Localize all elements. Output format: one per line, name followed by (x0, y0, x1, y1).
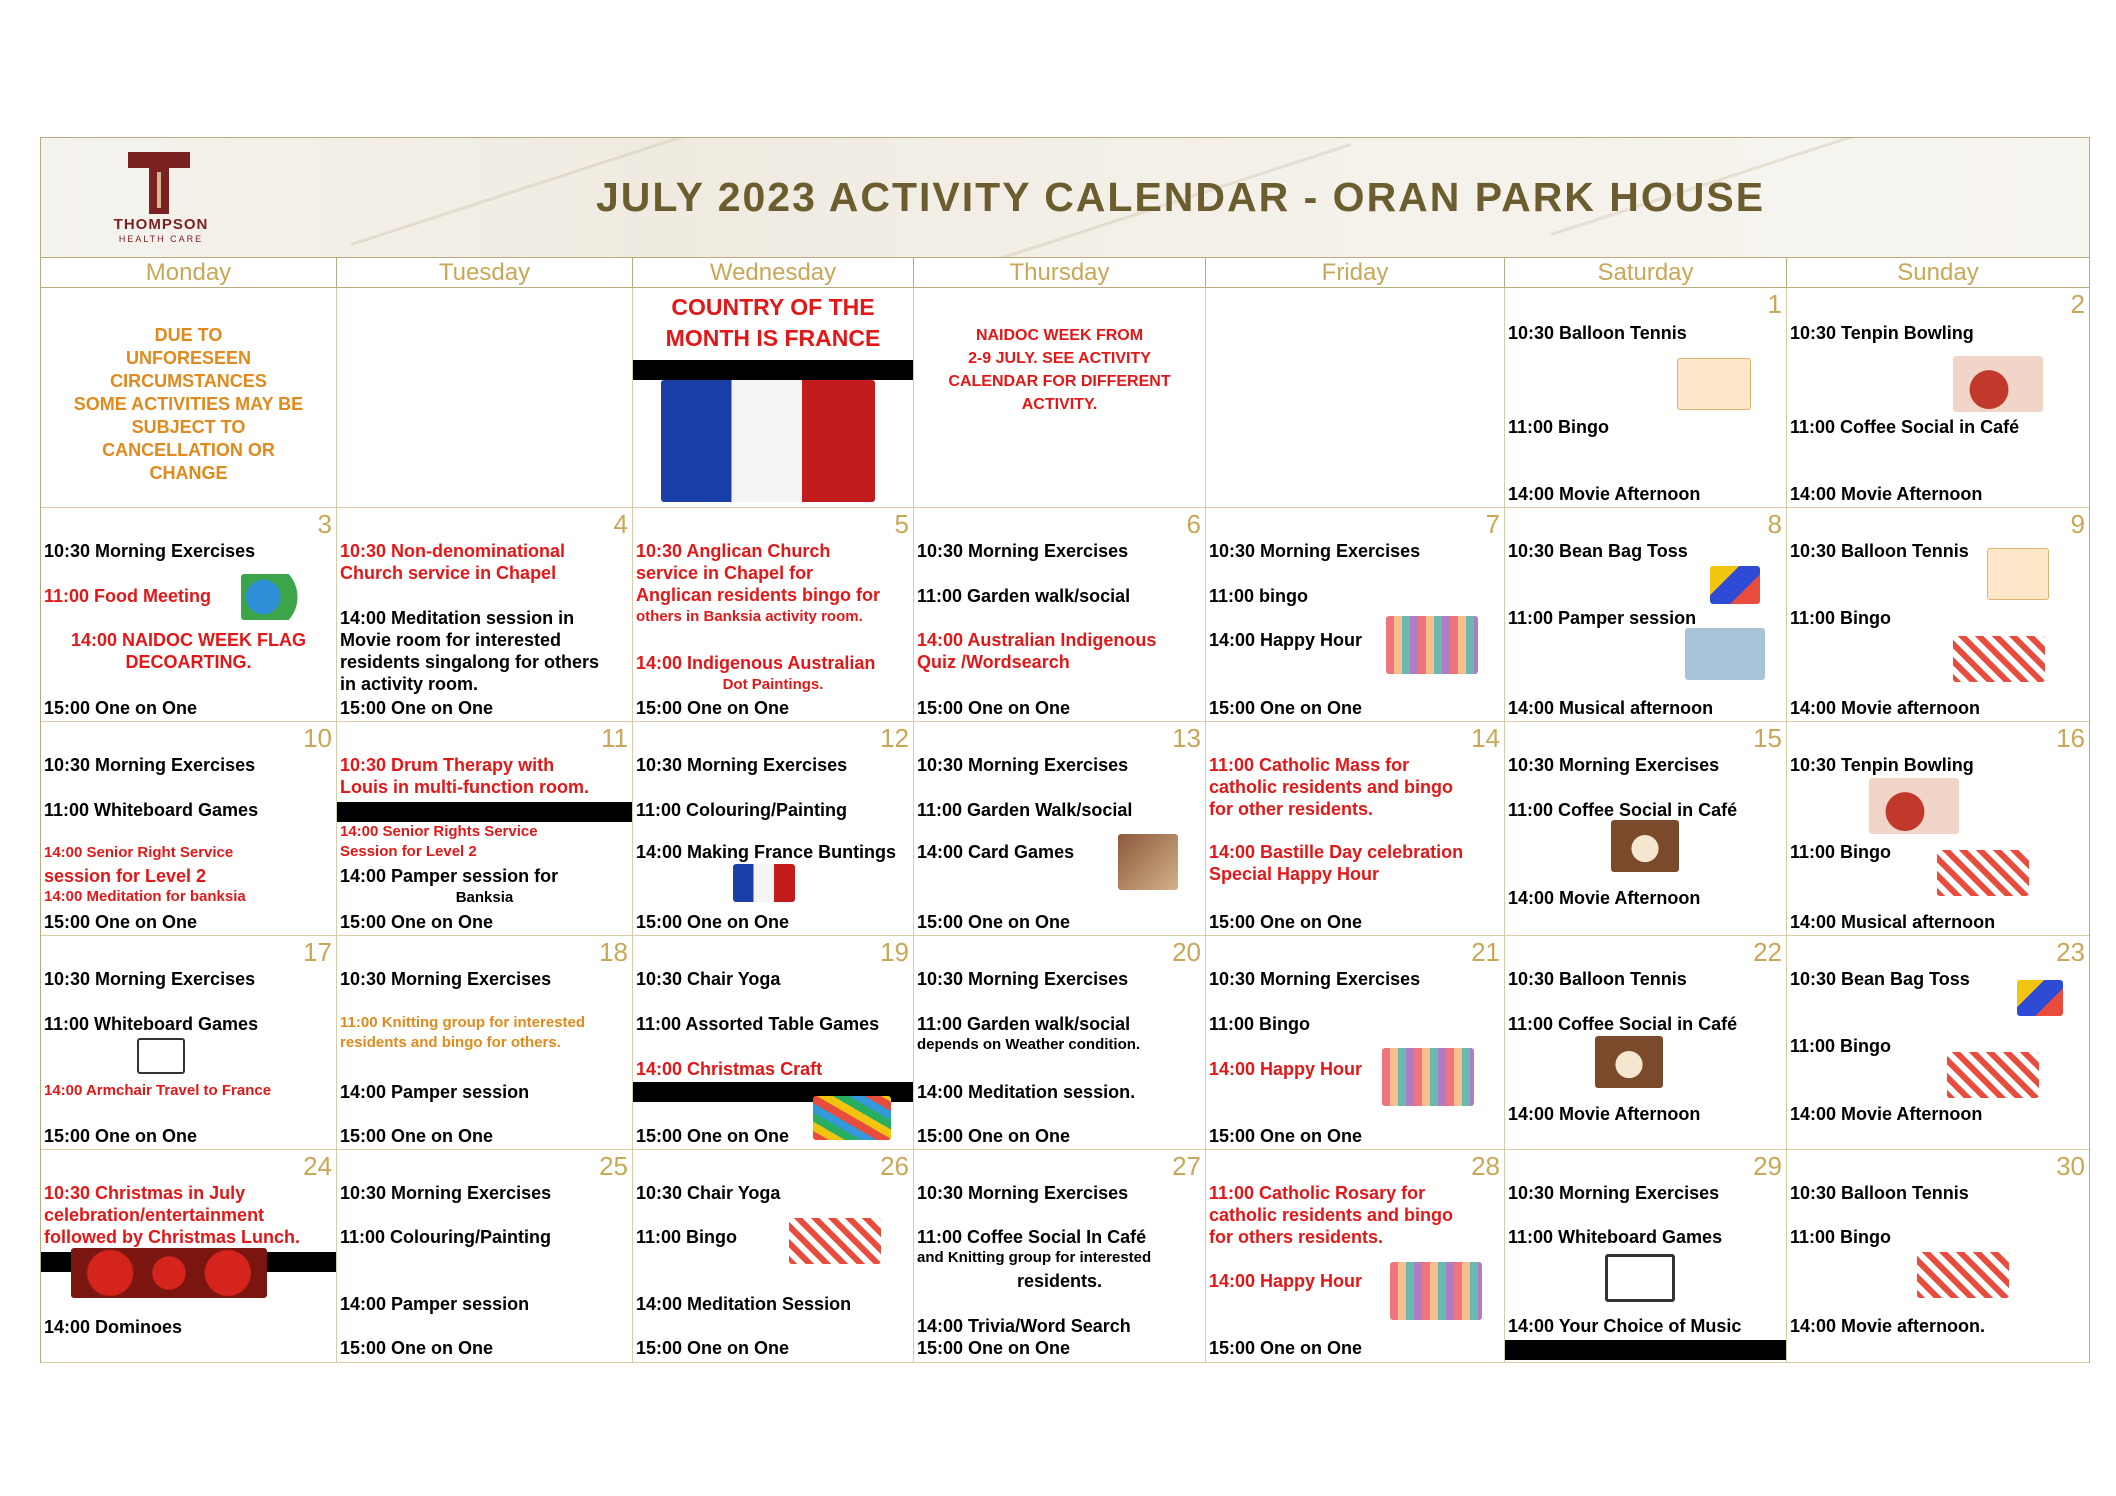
event: 10:30 Morning Exercises (44, 969, 256, 989)
day-cell-22 (1505, 936, 1787, 1150)
day-cell-23 (1787, 936, 2089, 1150)
event: 15:00 One on One (636, 912, 790, 932)
event: 15:00 One on One (917, 698, 1071, 718)
event: 10:30 Morning Exercises (1508, 755, 1720, 775)
event: 10:30 Balloon Tennis (1508, 969, 1687, 989)
empty-cell (1206, 288, 1505, 508)
event: 11:00 Assorted Table Games (636, 1014, 880, 1034)
event: 15:00 One on One (917, 1338, 1071, 1358)
event: 14:00 Your Choice of Music (1508, 1316, 1742, 1336)
event: 10:30 Non-denominational Church service in Chapel (340, 541, 566, 583)
weekday-sunday: Sunday (1787, 257, 2089, 288)
country-of-month-note: COUNTRY OF THE MONTH IS FRANCE (665, 294, 881, 351)
happy-hour-image (1386, 616, 1478, 674)
day-number: 21 (1471, 937, 1500, 967)
weekday-thursday: Thursday (914, 257, 1206, 288)
day-cell-17 (41, 936, 337, 1150)
coffee-image (1595, 1036, 1663, 1088)
balloon-tennis-image (1987, 548, 2049, 600)
day-cell-10 (41, 722, 337, 936)
bowling-image (1953, 356, 2043, 412)
event: 11:00 Catholic Mass for catholic residents and bingo for other residents. (1209, 755, 1454, 819)
bingo-card-image (789, 1218, 881, 1264)
event: 14:00 Armchair Travel to France (44, 1082, 272, 1099)
bean-bag-image (2017, 980, 2063, 1016)
day-cell-4 (337, 508, 633, 722)
event: 10:30 Chair Yoga (636, 1183, 781, 1203)
event: 15:00 One on One (636, 1126, 790, 1146)
event: others in Banksia activity room. (636, 608, 863, 625)
event: 15:00 One on One (340, 1338, 494, 1358)
event: 14:00 Meditation session in Movie room for interested residents singalong for others in activity room. (340, 608, 600, 694)
day-cell-3 (41, 508, 337, 722)
event: 10:30 Morning Exercises (917, 1183, 1129, 1203)
event: 11:00 Coffee Social in Café (1508, 1014, 1738, 1034)
day-cell-7 (1206, 508, 1505, 722)
event: 10:30 Morning Exercises (340, 969, 552, 989)
day-number: 3 (317, 509, 332, 539)
event: 14:00 Movie Afternoon (1790, 484, 1983, 504)
event: depends on Weather condition. (917, 1036, 1141, 1053)
weekday-friday: Friday (1206, 257, 1505, 288)
event: Banksia (455, 889, 514, 906)
event: 15:00 One on One (44, 698, 198, 718)
event: 10:30 Drum Therapy with Louis in multi-function room. (340, 755, 589, 797)
event: 14:00 Bastille Day celebration Special Happy Hour (1209, 842, 1464, 884)
event: 10:30 Morning Exercises (1508, 1183, 1720, 1203)
page-title: JULY 2023 ACTIVITY CALENDAR - ORAN PARK HOUSE (596, 174, 1766, 220)
event: 10:30 Morning Exercises (44, 755, 256, 775)
event: 11:00 Bingo (1508, 417, 1610, 437)
event: 15:00 One on One (1209, 912, 1363, 932)
day-cell-9 (1787, 508, 2089, 722)
day-cell-5 (633, 508, 914, 722)
day-cell-20 (914, 936, 1206, 1150)
day-number: 10 (303, 723, 332, 753)
event: 11:00 Whiteboard Games (44, 1014, 259, 1034)
your-voice-matters-image (241, 574, 315, 620)
day-number: 5 (894, 509, 909, 539)
event: 14:00 Senior Rights Service Session for Level 2 (340, 823, 538, 860)
bingo-card-image (1953, 636, 2045, 682)
event: 10:30 Balloon Tennis (1508, 323, 1687, 343)
event: 14:00 Meditation session. (917, 1082, 1136, 1102)
event: 11:00 Bingo (1790, 608, 1892, 628)
empty-cell (337, 288, 633, 508)
event: 10:30 Bean Bag Toss (1790, 969, 1970, 989)
event: 14:00 Movie Afternoon (1508, 1104, 1701, 1124)
day-number: 6 (1186, 509, 1201, 539)
event: 14:00 Meditation Session (636, 1294, 852, 1314)
weekday-tuesday: Tuesday (337, 257, 633, 288)
event: 10:30 Morning Exercises (917, 755, 1129, 775)
day-cell-14 (1206, 722, 1505, 936)
bowling-image (1869, 778, 1959, 834)
day-cell-30 (1787, 1150, 2089, 1363)
event: and Knitting group for interested (917, 1249, 1152, 1266)
event: 11:00 Coffee Social in Café (1508, 800, 1738, 820)
bean-bag-image (1710, 566, 1760, 604)
day-number: 9 (2070, 509, 2085, 539)
weekday-saturday: Saturday (1505, 257, 1787, 288)
event: 11:00 Coffee Social in Café (1790, 417, 2020, 437)
event: 11:00 Bingo (1790, 842, 1892, 862)
event: 14:00 Movie afternoon. (1790, 1316, 1986, 1336)
day-cell-19 (633, 936, 914, 1150)
day-number: 14 (1471, 723, 1500, 753)
day-number: 4 (613, 509, 628, 539)
black-bar (633, 360, 913, 380)
event: 10:30 Chair Yoga (636, 969, 781, 989)
event: 14:00 Movie Afternoon (1508, 888, 1701, 908)
event: 14:00 Happy Hour (1209, 1271, 1363, 1291)
event: 15:00 One on One (340, 912, 494, 932)
event: 11:00 Bingo (1209, 1014, 1311, 1034)
day-cell-18 (337, 936, 633, 1150)
day-cell-1 (1505, 288, 1787, 508)
day-number: 7 (1485, 509, 1500, 539)
day-number: 2 (2070, 289, 2085, 319)
event: 14:00 Indigenous Australian (636, 653, 876, 673)
event: 14:00 Dominoes (44, 1317, 183, 1337)
event: 14:00 Christmas Craft (636, 1059, 823, 1079)
event: 14:00 Happy Hour (1209, 1059, 1363, 1079)
france-flag-image (733, 864, 795, 902)
event: 10:30 Christmas in July celebration/entertainment followed by Christmas Lunch. (44, 1183, 301, 1247)
event: 11:00 Bingo (636, 1227, 738, 1247)
event: 10:30 Tenpin Bowling (1790, 323, 1974, 343)
thompson-logo: THOMPSON HEALTH CARE (101, 152, 231, 250)
event: 14:00 Happy Hour (1209, 630, 1363, 650)
event: 14:00 Musical afternoon (1508, 698, 1714, 718)
day-number: 24 (303, 1151, 332, 1181)
event: 15:00 One on One (636, 1338, 790, 1358)
event: 15:00 One on One (917, 912, 1071, 932)
event: 10:30 Morning Exercises (917, 969, 1129, 989)
whiteboard-image (1605, 1254, 1675, 1302)
day-number: 18 (599, 937, 628, 967)
day-number: 25 (599, 1151, 628, 1181)
france-flag-image (661, 380, 875, 502)
day-cell-8 (1505, 508, 1787, 722)
day-number: 11 (601, 723, 628, 753)
pamper-image (1685, 628, 1765, 680)
event: 11:00 Garden Walk/social (917, 800, 1133, 820)
day-number: 19 (880, 937, 909, 967)
event: 15:00 One on One (1209, 1126, 1363, 1146)
event: 14:00 Making France Buntings (636, 842, 897, 862)
event: 10:30 Morning Exercises (1209, 969, 1421, 989)
weekday-monday: Monday (41, 257, 337, 288)
day-number: 1 (1767, 289, 1782, 319)
day-number: 23 (2056, 937, 2085, 967)
event: 15:00 One on One (44, 912, 198, 932)
happy-hour-image (1382, 1048, 1474, 1106)
happy-hour-image (1390, 1262, 1482, 1320)
coffee-image (1611, 820, 1679, 872)
day-number: 28 (1471, 1151, 1500, 1181)
day-number: 17 (303, 937, 332, 967)
day-cell-21 (1206, 936, 1505, 1150)
event: 10:30 Morning Exercises (1209, 541, 1421, 561)
event: residents. (1016, 1271, 1103, 1291)
event: 15:00 One on One (44, 1126, 198, 1146)
event: 15:00 One on One (340, 1126, 494, 1146)
day-cell-28 (1206, 1150, 1505, 1363)
event: 14:00 Senior Right Service (44, 844, 234, 861)
event: 11:00 Coffee Social In Café (917, 1227, 1147, 1247)
event: 14:00 Trivia/Word Search (917, 1316, 1131, 1336)
event: 11:00 Knitting group for interested residents and bingo for others. (340, 1014, 586, 1051)
day-cell-26 (633, 1150, 914, 1363)
day-cell-29 (1505, 1150, 1787, 1363)
playing-cards-image (1118, 834, 1178, 890)
notice-cell (41, 288, 337, 508)
event: 11:00 Bingo (1790, 1036, 1892, 1056)
event: 14:00 Movie Afternoon (1508, 484, 1701, 504)
day-cell-11 (337, 722, 633, 936)
bingo-card-image (1947, 1052, 2039, 1098)
event: 15:00 One on One (1209, 698, 1363, 718)
event: 14:00 NAIDOC WEEK FLAG DECOARTING. (70, 630, 307, 672)
weekday-wednesday: Wednesday (633, 257, 914, 288)
event: 10:30 Tenpin Bowling (1790, 755, 1974, 775)
event: 10:30 Bean Bag Toss (1508, 541, 1688, 561)
day-number: 22 (1753, 937, 1782, 967)
event: 14:00 Pamper session (340, 1082, 530, 1102)
event: 10:30 Anglican Church service in Chapel for Anglican residents bingo for (636, 541, 881, 605)
day-number: 13 (1172, 723, 1201, 753)
event: 14:00 Australian Indigenous Quiz /Wordsearch (917, 630, 1157, 672)
event: 14:00 Musical afternoon (1790, 912, 1996, 932)
event: 15:00 One on One (917, 1126, 1071, 1146)
whiteboard-image (137, 1038, 185, 1074)
christmas-baubles-image (71, 1248, 267, 1298)
day-number: 29 (1753, 1151, 1782, 1181)
event: 11:00 Whiteboard Games (1508, 1227, 1723, 1247)
event: 11:00 Garden walk/social (917, 586, 1131, 606)
bingo-card-image (1917, 1252, 2009, 1298)
day-number: 15 (1753, 723, 1782, 753)
calendar-sheet (40, 137, 2090, 1363)
day-number: 12 (880, 723, 909, 753)
event: 14:00 Pamper session (340, 1294, 530, 1314)
day-number: 8 (1767, 509, 1782, 539)
event: 10:30 Morning Exercises (44, 541, 256, 561)
calendar-banner (41, 138, 2089, 258)
event: 11:00 Catholic Rosary for catholic residents and bingo for others residents. (1209, 1183, 1454, 1247)
event: 11:00 Whiteboard Games (44, 800, 259, 820)
day-number: 27 (1172, 1151, 1201, 1181)
event: 14:00 Meditation for banksia (44, 888, 246, 905)
country-cell (633, 288, 914, 508)
day-cell-12 (633, 722, 914, 936)
day-cell-25 (337, 1150, 633, 1363)
day-cell-24 (41, 1150, 337, 1363)
event: 14:00 Card Games (917, 842, 1075, 862)
event: 14:00 Movie afternoon (1790, 698, 1981, 718)
event: 15:00 One on One (340, 698, 494, 718)
day-cell-15 (1505, 722, 1787, 936)
event: 10:30 Morning Exercises (917, 541, 1129, 561)
event: Dot Paintings. (722, 676, 824, 693)
event: 11:00 Bingo (1790, 1227, 1892, 1247)
event: 10:30 Morning Exercises (340, 1183, 552, 1203)
event: 14:00 Pamper session for (340, 866, 559, 886)
day-number: 26 (880, 1151, 909, 1181)
event: 11:00 Colouring/Painting (340, 1227, 552, 1247)
day-cell-2 (1787, 288, 2089, 508)
naidoc-week-note: NAIDOC WEEK FROM 2-9 JULY. SEE ACTIVITY CALENDAR FOR DIFFERENT ACTIVITY. (948, 327, 1171, 413)
day-number: 16 (2056, 723, 2085, 753)
day-cell-27 (914, 1150, 1206, 1363)
bingo-card-image (1937, 850, 2029, 896)
event: 11:00 bingo (1209, 586, 1309, 606)
event: 10:30 Balloon Tennis (1790, 1183, 1969, 1203)
day-cell-16 (1787, 722, 2089, 936)
event: 10:30 Balloon Tennis (1790, 541, 1969, 561)
day-cell-13 (914, 722, 1206, 936)
naidoc-cell (914, 288, 1206, 508)
day-cell-6 (914, 508, 1206, 722)
black-bar (337, 802, 632, 822)
event: 15:00 One on One (636, 698, 790, 718)
event: session for Level 2 (44, 866, 207, 886)
event: 11:00 Colouring/Painting (636, 800, 848, 820)
balloon-tennis-image (1677, 358, 1751, 410)
event: 10:30 Morning Exercises (636, 755, 848, 775)
cancellation-notice: DUE TO UNFORESEEN CIRCUMSTANCES SOME ACTIVITIES MAY BE SUBJECT TO CANCELLATION OR CHANGE (73, 325, 304, 483)
black-bar (1505, 1340, 1786, 1360)
event: 15:00 One on One (1209, 1338, 1363, 1358)
day-number: 30 (2056, 1151, 2085, 1181)
day-number: 20 (1172, 937, 1201, 967)
event: 11:00 Pamper session (1508, 608, 1697, 628)
event: 11:00 Garden walk/social (917, 1014, 1131, 1034)
event: 14:00 Movie Afternoon (1790, 1104, 1983, 1124)
event: 11:00 Food Meeting (44, 586, 212, 606)
